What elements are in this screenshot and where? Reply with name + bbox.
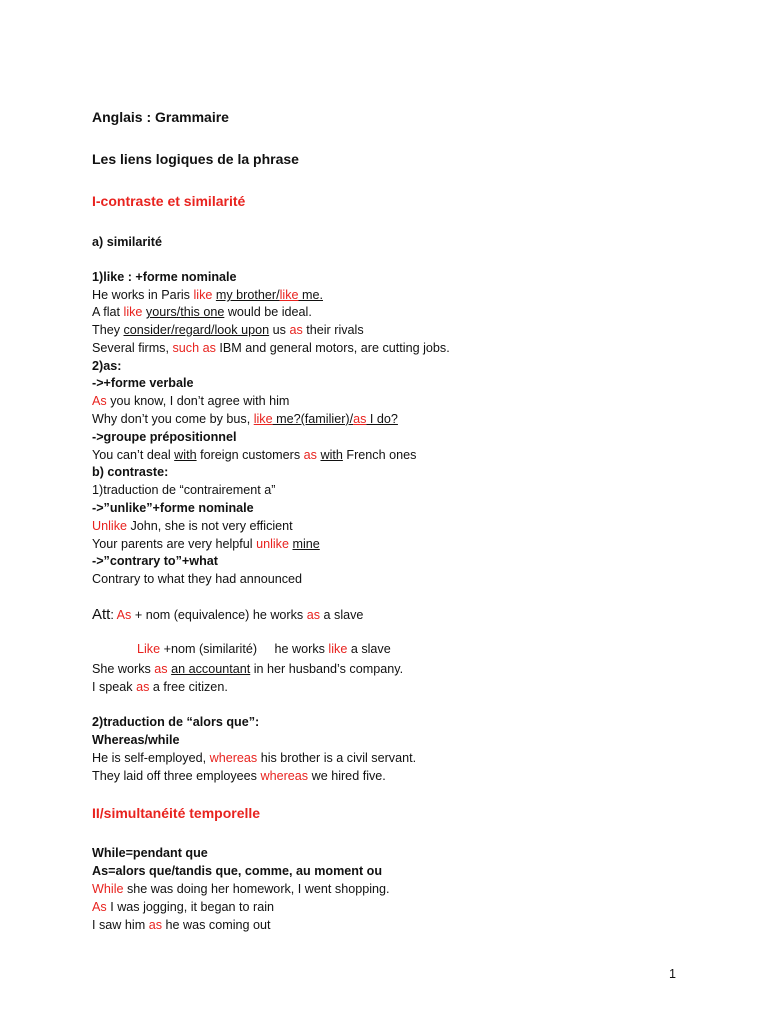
text-run: we hired five. [308, 769, 386, 783]
attention-note-1 [92, 607, 363, 623]
text-run: They laid off three employees [92, 769, 261, 783]
keyword: Like [137, 642, 161, 656]
text-run: Why don’t you come by bus, [92, 412, 254, 426]
document-subtitle: Les liens logiques de la phrase [92, 151, 299, 167]
keyword: As [116, 608, 132, 622]
text-run: a slave [347, 642, 391, 656]
keyword: Unlike [92, 519, 127, 533]
attention-label: Att [92, 606, 111, 623]
text-run: A flat [92, 305, 124, 319]
example-unlike-1 [92, 518, 293, 534]
example-like-4 [92, 340, 450, 356]
example-whereas-1 [92, 750, 416, 766]
unlike-heading: ->”unlike”+forme nominale [92, 501, 254, 515]
page-number: 1 [669, 967, 677, 981]
example-contrary-1: Contrary to what they had announced [92, 572, 303, 586]
keyword: like [123, 305, 143, 319]
example-as-6 [92, 899, 274, 915]
keyword: as [289, 323, 303, 337]
underlined-text: an accountant [171, 662, 251, 676]
as-alors-heading: As=alors que/tandis que, comme, au moment ou [92, 864, 383, 878]
like-heading: 1)like : +forme nominale [92, 270, 237, 284]
example-as-2 [92, 411, 398, 427]
example-while-1 [92, 881, 390, 897]
alors-que-translation: 2)traduction de “alors que”: [92, 715, 260, 729]
keyword: as [306, 608, 321, 622]
contrary-heading: ->”contrary to”+what [92, 554, 218, 568]
keyword: as [353, 412, 367, 426]
keyword: As [92, 900, 107, 914]
text-run: I saw him [92, 918, 149, 932]
keyword: like [253, 412, 273, 426]
keyword: like [328, 642, 348, 656]
text-run: John, she is not very efficient [127, 519, 293, 533]
keyword: While [92, 882, 124, 896]
text-run: you know, I don’t agree with him [106, 394, 290, 408]
example-whereas-2 [92, 768, 386, 784]
text-run: You can’t deal [92, 448, 175, 462]
text-run: their rivals [302, 323, 364, 337]
example-like-1 [92, 287, 323, 303]
text-run: she was doing her homework, I went shopping. [123, 882, 390, 896]
keyword: as [148, 918, 162, 932]
keyword: as [136, 680, 150, 694]
section-heading-simultaneity: II/simultanéité temporelle [92, 805, 261, 821]
as-prep-heading: ->groupe prépositionnel [92, 430, 237, 444]
text-run: French ones [342, 448, 417, 462]
keyword: whereas [260, 769, 309, 783]
text-run: He works in Paris [92, 288, 194, 302]
text-run: Several firms, [92, 341, 173, 355]
underlined-text: I do? [366, 412, 398, 426]
keyword: such as [172, 341, 216, 355]
keyword: like [279, 288, 299, 302]
text-run: in her husband’s company. [250, 662, 404, 676]
keyword: unlike [256, 537, 289, 551]
text-run: us [269, 323, 290, 337]
example-as-3 [92, 447, 416, 463]
text-run: : [110, 608, 117, 622]
document-title: Anglais : Grammaire [92, 109, 229, 125]
underlined-text: with [174, 448, 197, 462]
text-run: his brother is a civil servant. [257, 751, 417, 765]
keyword: As [92, 394, 107, 408]
whereas-heading: Whereas/while [92, 733, 180, 747]
underlined-text: me. [298, 288, 323, 302]
text-run: They [92, 323, 124, 337]
text-run: She works [92, 662, 155, 676]
example-as-1 [92, 393, 289, 409]
text-run: a slave [320, 608, 364, 622]
subsection-similarity: a) similarité [92, 235, 162, 249]
example-as-4 [92, 661, 403, 677]
while-heading: While=pendant que [92, 846, 208, 860]
as-heading: 2)as: [92, 359, 122, 373]
keyword: as [303, 448, 317, 462]
underlined-text: me?(familier)/ [272, 412, 354, 426]
underlined-text: yours/this one [145, 305, 225, 319]
subsection-contrast: b) contraste: [92, 465, 169, 479]
text-run: I was jogging, it began to rain [106, 900, 275, 914]
text-run: he was coming out [162, 918, 271, 932]
keyword: like [193, 288, 213, 302]
example-as-5 [92, 679, 228, 695]
text-run: IBM and general motors, are cutting jobs. [215, 341, 450, 355]
text-run: Your parents are very helpful [92, 537, 257, 551]
text-run: I speak [92, 680, 137, 694]
example-like-3 [92, 322, 364, 338]
example-unlike-2 [92, 536, 320, 552]
text-run: a free citizen. [149, 680, 228, 694]
section-heading-contrast-similarity: I-contraste et similarité [92, 193, 246, 209]
underlined-text: my brother/ [215, 288, 280, 302]
underlined-text: with [320, 448, 343, 462]
text-run: He is self-employed, [92, 751, 210, 765]
contrast-translation: 1)traduction de “contrairement a” [92, 483, 276, 497]
text-run: + nom (equivalence) he works [131, 608, 307, 622]
text-run: foreign customers [196, 448, 304, 462]
example-as-7 [92, 917, 271, 933]
text-run: would be ideal. [224, 305, 312, 319]
text-run: +nom (similarité) he works [160, 642, 329, 656]
keyword: as [154, 662, 168, 676]
as-verbal-heading: ->+forme verbale [92, 376, 194, 390]
underlined-text: mine [292, 537, 320, 551]
example-like-2 [92, 304, 312, 320]
underlined-text: consider/regard/look upon [123, 323, 270, 337]
keyword: whereas [209, 751, 258, 765]
